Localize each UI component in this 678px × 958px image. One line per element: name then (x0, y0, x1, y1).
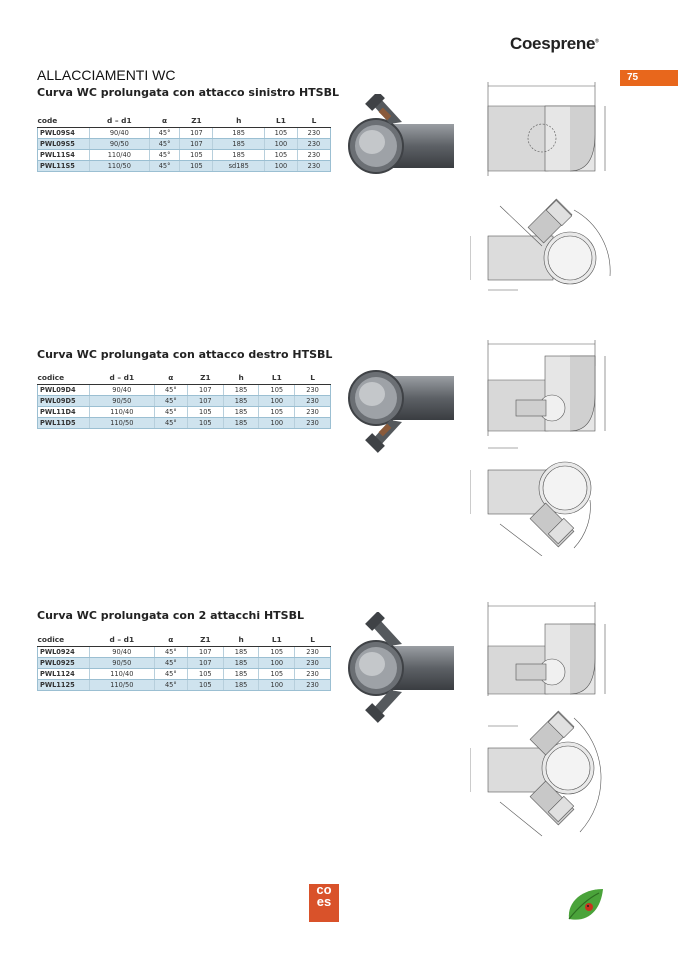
cell: 45° (154, 407, 187, 418)
cell: 105 (180, 150, 213, 161)
section-title-double: Curva WC prolungata con 2 attacchi HTSBL (37, 609, 304, 622)
cell: 45° (149, 161, 180, 172)
cell: 110/40 (90, 150, 150, 161)
cell: 185 (213, 139, 265, 150)
table-row (38, 407, 331, 418)
cell: 90/40 (90, 647, 155, 658)
col-header: code (38, 114, 90, 128)
cell: 185 (223, 647, 259, 658)
cell: 105 (259, 407, 295, 418)
technical-drawing-left (470, 76, 630, 296)
cell: 185 (223, 385, 259, 396)
cell: 45° (154, 680, 187, 691)
cell: 230 (295, 669, 331, 680)
cell: 100 (259, 680, 295, 691)
cell: 230 (295, 407, 331, 418)
col-header: d – d1 (90, 371, 155, 385)
cell: 110/40 (90, 669, 155, 680)
cell-code: PWL0924 (38, 647, 90, 658)
cell: 90/40 (90, 385, 155, 396)
section-title-left: Curva WC prolungata con attacco sinistro HTSBL (37, 86, 339, 99)
cell: 230 (297, 161, 330, 172)
product-photo-double (342, 612, 454, 726)
table-row (38, 647, 331, 658)
page-number: 75 (620, 70, 678, 86)
cell: 45° (154, 669, 187, 680)
col-header: codice (38, 633, 90, 647)
section-title-right: Curva WC prolungata con attacco destro HTSBL (37, 348, 333, 361)
cell: 185 (223, 669, 259, 680)
cell: 105 (187, 669, 223, 680)
cell: 230 (295, 396, 331, 407)
cell: 105 (259, 669, 295, 680)
col-header: L1 (259, 633, 295, 647)
cell: 105 (264, 128, 297, 139)
cell-code: PWL11S5 (38, 161, 90, 172)
leaf-logo-icon (563, 885, 605, 927)
cell: 105 (264, 150, 297, 161)
cell: 90/50 (90, 658, 155, 669)
cell: 185 (213, 150, 265, 161)
coes-logo: co es (309, 884, 339, 922)
cell: 105 (187, 407, 223, 418)
col-header: L1 (264, 114, 297, 128)
brand-logo: Coesprene® (510, 34, 599, 53)
cell: 45° (154, 385, 187, 396)
col-header: L1 (259, 371, 295, 385)
cell-code: PWL1125 (38, 680, 90, 691)
spec-table-right (37, 371, 331, 429)
cell: 90/50 (90, 139, 150, 150)
cell-code: PWL09D5 (38, 396, 90, 407)
cell: 105 (180, 161, 213, 172)
product-photo-left (342, 94, 454, 198)
cell: 100 (259, 658, 295, 669)
technical-drawing-double (470, 596, 630, 846)
cell-code: PWL0925 (38, 658, 90, 669)
spec-table-left (37, 114, 331, 172)
cell-code: PWL09D4 (38, 385, 90, 396)
cell: 100 (264, 139, 297, 150)
cell: 230 (297, 150, 330, 161)
cell: 230 (295, 647, 331, 658)
table-row (38, 680, 331, 691)
cell: 105 (187, 418, 223, 429)
cell: 100 (259, 418, 295, 429)
cell: 107 (187, 658, 223, 669)
cell: 45° (154, 396, 187, 407)
cell-code: PWL09S5 (38, 139, 90, 150)
col-header: codice (38, 371, 90, 385)
cell: 45° (154, 647, 187, 658)
cell: 45° (154, 658, 187, 669)
cell: 230 (295, 680, 331, 691)
cell-code: PWL11D5 (38, 418, 90, 429)
cell: 230 (295, 418, 331, 429)
table-row (38, 385, 331, 396)
cell: 107 (187, 647, 223, 658)
col-header: Z1 (187, 633, 223, 647)
cell-code: PWL11D4 (38, 407, 90, 418)
cell: 105 (259, 385, 295, 396)
col-header: h (223, 371, 259, 385)
cell: 107 (187, 385, 223, 396)
col-header: L (297, 114, 330, 128)
cell: 107 (180, 128, 213, 139)
cell-code: PWL11S4 (38, 150, 90, 161)
cell-code: PWL1124 (38, 669, 90, 680)
table-row (38, 669, 331, 680)
cell: sd185 (213, 161, 265, 172)
col-header: α (149, 114, 180, 128)
cell-code: PWL09S4 (38, 128, 90, 139)
col-header: Z1 (187, 371, 223, 385)
table-row (38, 418, 331, 429)
table-row (38, 396, 331, 407)
spec-table-double (37, 633, 331, 691)
cell: 185 (223, 658, 259, 669)
cell: 185 (223, 396, 259, 407)
cell: 110/40 (90, 407, 155, 418)
col-header: h (213, 114, 265, 128)
page-title: ALLACCIAMENTI WC (37, 67, 176, 83)
table-row (38, 150, 331, 161)
cell: 105 (259, 647, 295, 658)
table-row (38, 161, 331, 172)
cell: 110/50 (90, 161, 150, 172)
table-row (38, 658, 331, 669)
cell: 230 (295, 658, 331, 669)
cell: 105 (187, 680, 223, 691)
cell: 107 (187, 396, 223, 407)
col-header: L (295, 371, 331, 385)
cell: 45° (149, 150, 180, 161)
col-header: Z1 (180, 114, 213, 128)
col-header: d – d1 (90, 633, 155, 647)
table-row (38, 128, 331, 139)
cell: 107 (180, 139, 213, 150)
cell: 230 (295, 385, 331, 396)
cell: 230 (297, 128, 330, 139)
cell: 185 (213, 128, 265, 139)
col-header: d – d1 (90, 114, 150, 128)
cell: 185 (223, 418, 259, 429)
table-row (38, 139, 331, 150)
cell: 110/50 (90, 680, 155, 691)
cell: 185 (223, 680, 259, 691)
cell: 230 (297, 139, 330, 150)
col-header: h (223, 633, 259, 647)
cell: 100 (264, 161, 297, 172)
product-photo-right (342, 360, 454, 464)
cell: 110/50 (90, 418, 155, 429)
cell: 45° (149, 139, 180, 150)
cell: 100 (259, 396, 295, 407)
col-header: α (154, 633, 187, 647)
cell: 45° (149, 128, 180, 139)
cell: 45° (154, 418, 187, 429)
col-header: L (295, 633, 331, 647)
technical-drawing-right (470, 336, 630, 556)
col-header: α (154, 371, 187, 385)
cell: 90/40 (90, 128, 150, 139)
cell: 185 (223, 407, 259, 418)
cell: 90/50 (90, 396, 155, 407)
